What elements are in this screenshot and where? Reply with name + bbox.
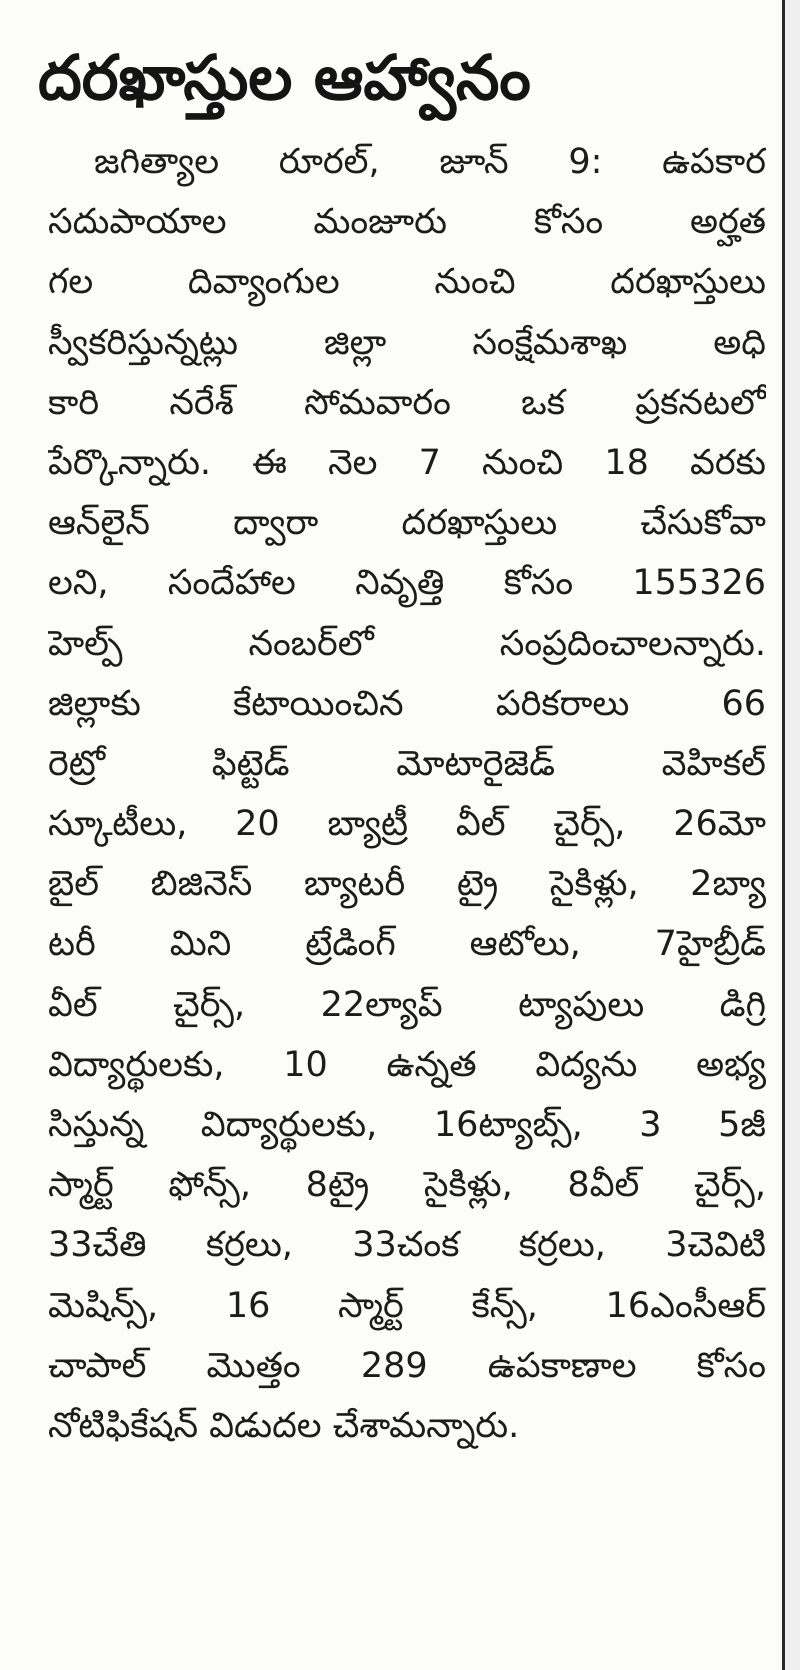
article-line-17: సిస్తున్న విద్యార్థులకు, 16ట్యాబ్స్‌, 3 5జీ — [48, 1105, 766, 1145]
article-line-18: స్మార్ట్‌ ఫోన్స్‌, 8ట్రై సైకిళ్లు, 8వీల్‌ చైర్స్‌, — [48, 1165, 766, 1206]
article-line-4: స్వీకరిస్తున్నట్లు జిల్లా సంక్షేమశాఖ అధి — [48, 322, 766, 363]
article-headline: దరఖాస్తుల ఆహ్వానం — [38, 41, 531, 114]
article-line-5: కారి నరేశ్‌ సోమవారం ఒక ప్రకనటలో — [48, 382, 766, 423]
article-line-3: గల దివ్యాంగుల నుంచి దరఖాస్తులు — [48, 262, 766, 303]
article-line-1: జగిత్యాల రూరల్‌, జూన్‌ 9: ఉపకార — [94, 142, 766, 182]
article-line-11: రెట్రో ఫిట్టెడ్‌ మోటారైజెడ్‌ వెహికల్‌ — [48, 743, 766, 784]
article-line-15: వీల్‌ చైర్స్‌, 22ల్యాప్‌ ట్యాపులు డిగ్రి — [48, 984, 766, 1025]
article-line-13: బైల్‌ బిజినెస్‌ బ్యాటరీ ట్రై సైకిళ్లు, 2బ్యా — [48, 864, 766, 905]
article-line-6: పేర్కొన్నారు. ఈ నెల 7 నుంచి 18 వరకు — [48, 442, 766, 483]
article-line-19: 33చేతి కర్రలు, 33చంక కర్రలు, 3చెవిటి — [48, 1225, 766, 1266]
article-line-14: టరీ మిని ట్రేడింగ్‌ ఆటోలు, 7హైబ్రీడ్‌ — [48, 924, 766, 965]
article-line-7: ఆన్‌లైన్‌ ద్వారా దరఖాస్తులు చేసుకోవా — [48, 503, 766, 544]
article-line-9: హెల్ప్‌ నంబర్‌లో సంప్రదించాలన్నారు. — [48, 623, 766, 664]
article-body — [48, 132, 766, 1456]
article-line-21: చాపాల్‌ మొత్తం 289 ఉపకాణాల కోసం — [48, 1345, 766, 1386]
article-line-2: సదుపాయాల మంజూరు కోసం అర్హత — [48, 202, 766, 243]
article-line-8: లని, సందేహాల నివృత్తి కోసం 155326 — [48, 563, 766, 604]
article-line-22: నోటిఫికేషన్‌ విడుదల చేశామన్నారు. — [48, 1405, 520, 1446]
article-line-16: విద్యార్థులకు, 10 ఉన్నత విద్యను అభ్య — [48, 1044, 766, 1085]
article-line-12: స్కూటీలు, 20 బ్యాట్రీ వీల్‌ చైర్స్‌, 26మో — [48, 804, 766, 845]
page-margin — [785, 0, 800, 1670]
article-line-20: మెషిన్స్‌, 16 స్మార్ట్‌ కేన్స్‌, 16ఎంసీఆర్‌ — [48, 1285, 766, 1326]
article-line-10: జిల్లాకు కేటాయించిన పరికరాలు 66 — [48, 683, 766, 724]
